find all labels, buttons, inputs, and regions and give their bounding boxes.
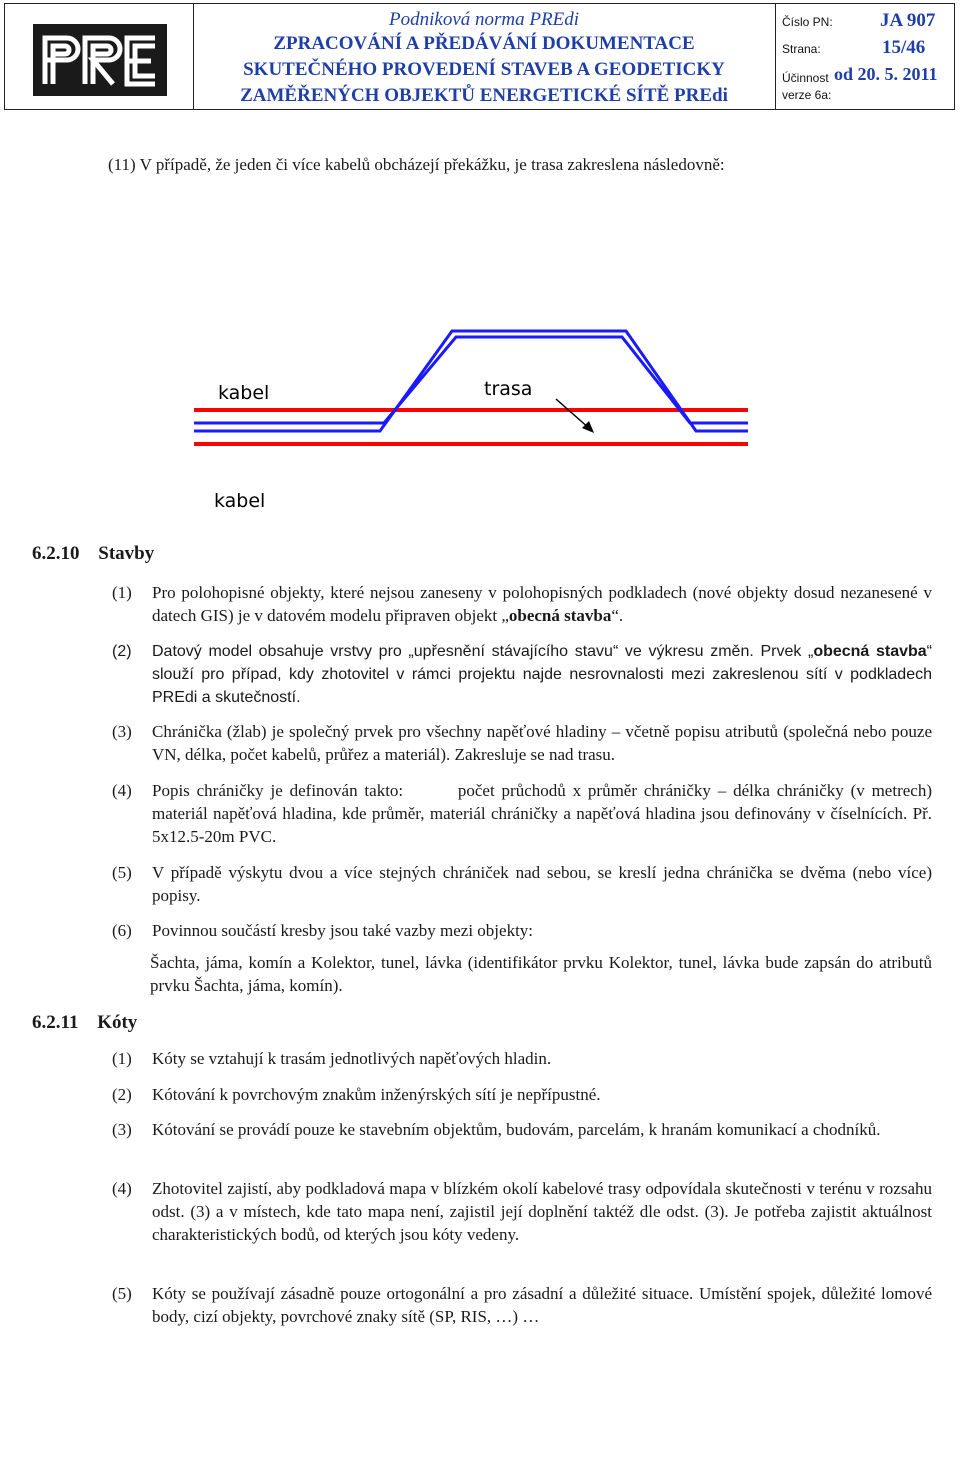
version-label: verze 6a:	[782, 88, 832, 102]
item-number: (6)	[112, 921, 132, 940]
item-number: (2)	[112, 1085, 132, 1104]
section-stavby-title: Stavby	[98, 543, 155, 564]
stavby-item-2: (2) Datový model obsahuje vrstvy pro „upřesnění stávajícího stavu“ ve výkresu změn. Prvek „obecná stavba“ slouží pro případ, kdy zhotovitel v rámci projektu najde nesrovnalosti mezi zakreslenou sítí v podkladech PREdi a skutečností.	[112, 640, 932, 709]
item-text: Kóty se používají zásadně pouze ortogonální a pro zásadní a důležité situace. Umístění spojek, důležité lomové body, cizí objekty, povrchové znaky sítě (SP, RIS, …) …	[152, 1284, 932, 1326]
item-number: (3)	[112, 722, 132, 741]
item-text: Kóty se vztahují k trasám jednotlivých napěťových hladin.	[152, 1049, 552, 1068]
section-koty-number: 6.2.11	[32, 1012, 79, 1033]
section-stavby-heading	[32, 543, 154, 565]
item-text: V případě výskytu dvou a více stejných chrániček nad sebou, se kreslí jedna chránička se dvěma (nebo více) popisy.	[152, 863, 932, 905]
item-number: (5)	[112, 1284, 132, 1303]
item-number: (5)	[112, 863, 132, 882]
title-line-1: ZPRACOVÁNÍ A PŘEDÁVÁNÍ DOKUMENTACE	[273, 33, 695, 54]
koty-item-1	[112, 1047, 932, 1070]
effective-label: Účinnost	[782, 71, 829, 85]
stavby-item-1: (1) Pro polohopisné objekty, které nejsou zaneseny v polohopisných podkladech (nové objekty dosud nezanesené v datech GIS) je v datovém modelu připraven objekt „obecná stavba“.	[112, 583, 932, 625]
item-text: Popis chráničky je definován takto: počet průchodů x průměr chráničky – délka chráničky (v metrech) materiál napěťová hladina, kde průměr, materiál chráničky a napěťová hladina jsou definovány v číselnících. Př. 5x12.5-20m PVC.	[152, 781, 937, 846]
section-koty-heading	[32, 1012, 137, 1034]
item-number: (4)	[112, 1179, 132, 1198]
koty-item-5	[112, 1282, 932, 1328]
stavby-item-6	[112, 919, 932, 942]
section-stavby-number: 6.2.10	[32, 543, 80, 564]
document-header	[4, 3, 955, 110]
page-label: Strana:	[782, 42, 821, 56]
item-number: (2)	[112, 643, 132, 660]
item-number: (3)	[112, 1120, 132, 1139]
koty-item-3	[112, 1118, 932, 1141]
label-kabel-bottom: kabel	[214, 490, 266, 512]
item-text: Kótování k povrchovým znakům inženýrských sítí je nepřípustné.	[152, 1085, 601, 1104]
title-line-3: ZAMĚŘENÝCH OBJEKTŮ ENERGETICKÉ SÍTĚ PREdi	[240, 85, 728, 106]
stavby-item-3	[112, 720, 932, 766]
item-text: Povinnou součástí kresby jsou také vazby mezi objekty:	[152, 921, 534, 940]
item-text: Kótování se provádí pouze ke stavebním objektům, budovám, parcelám, k hranám komunikací a chodníků.	[152, 1120, 881, 1139]
header-meta	[776, 4, 954, 109]
item-number: (1)	[112, 583, 132, 602]
doc-number-label: Číslo PN:	[782, 15, 833, 29]
intro-paragraph: (11) V případě, že jeden či více kabelů obcházejí překážku, je trasa zakreslena následovně:	[108, 155, 725, 174]
logo-cell	[5, 4, 194, 109]
label-kabel-top: kabel	[218, 382, 270, 404]
arrow-shaft	[556, 399, 590, 429]
doc-number: JA 907	[880, 10, 936, 31]
norm-name: Podniková norma PREdi	[389, 9, 579, 30]
effective-date: od 20. 5. 2011	[834, 64, 938, 84]
pre-logo	[33, 24, 167, 96]
item-number: (1)	[112, 1049, 132, 1068]
item-text: Chránička (žlab) je společný prvek pro všechny napěťové hladiny – včetně popisu atributů (společná nebo pouze VN, délka, počet kabelů, průřez a materiál). Zakresluje se nad trasu.	[152, 722, 932, 764]
stavby-item-4	[112, 779, 937, 848]
cable-route-diagram	[188, 307, 758, 527]
koty-item-2	[112, 1083, 932, 1106]
item-number: (4)	[112, 781, 132, 800]
label-trasa: trasa	[484, 378, 533, 400]
koty-item-4	[112, 1177, 932, 1246]
item-text: Zhotovitel zajistí, aby podkladová mapa v blízkém okolí kabelové trasy odpovídala skutečnosti v terénu v rozsahu odst. (3) a v místech, kde tato mapa není, zajistil její doplnění taktéž dle odst. (3). Je potřeba zajistit aktuálnost charakteristických bodů, od kterých jsou kóty vedeny.	[152, 1179, 932, 1244]
header-title-block	[193, 4, 776, 109]
stavby-item-6-detail: Šachta, jáma, komín a Kolektor, tunel, lávka (identifikátor prvku Kolektor, tunel, lávka bude zapsán do atributů prvku Šachta, jáma, komín).	[150, 953, 932, 995]
page-number: 15/46	[882, 37, 926, 58]
title-line-2: SKUTEČNÉHO PROVEDENÍ STAVEB A GEODETICKY	[243, 59, 725, 80]
stavby-item-5	[112, 861, 932, 907]
route-line-lower	[194, 331, 748, 431]
section-koty-title: Kóty	[97, 1012, 138, 1033]
